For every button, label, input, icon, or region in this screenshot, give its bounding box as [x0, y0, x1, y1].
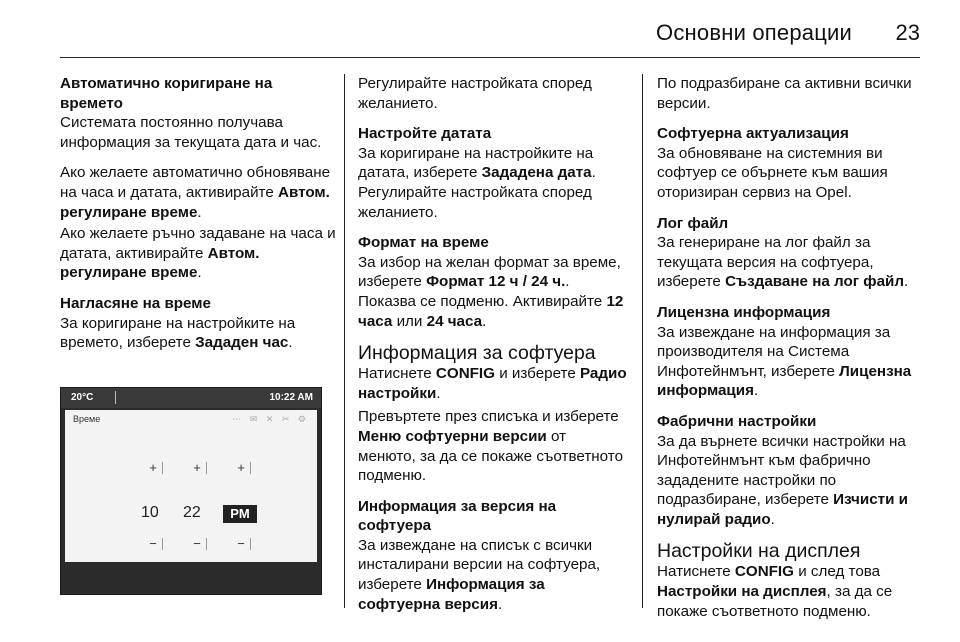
section-heading: Фабрични настройки — [657, 412, 817, 430]
section-heading: Формат на време — [358, 234, 489, 252]
section-heading: Лицензна информация — [657, 303, 831, 321]
paragraph: За извеждане на списък с всички инсталирани версии на софтуера, изберете Информация за софтуерна версия. — [358, 536, 601, 613]
time-panel — [65, 410, 317, 562]
section-heading: Настройте датата — [358, 125, 492, 143]
paragraph: Ако желаете автоматично обновяване на часа и датата, активирайте Автом. регулиране време. — [60, 164, 331, 221]
screen-label: Време — [73, 414, 101, 424]
paragraph: По подразбиране са активни всички версии. — [657, 75, 912, 112]
minute-value: 22 — [183, 504, 201, 521]
paragraph: Натиснете CONFIG и след това Настройки на дисплея, за да се покаже съответното подменю. — [657, 563, 893, 620]
section-heading: Софтуерна актуализация — [657, 125, 849, 143]
column-divider — [344, 74, 345, 608]
paragraph: Превъртете през списъка и изберете Меню софтуерни версии от менюто, за да се покаже съответното подменю. — [358, 408, 624, 485]
column-right — [657, 74, 927, 621]
column-left — [60, 74, 336, 364]
clock-readout: 10:22 AM — [269, 392, 313, 403]
header-divider — [60, 57, 920, 58]
column-divider — [642, 74, 643, 608]
section-heading: Информация за софтуера — [358, 342, 596, 365]
status-icons: ⋯ ✉ ✕ ✂ ⚙ — [232, 414, 309, 424]
page-title: Основни операции — [656, 20, 852, 45]
hour-value: 10 — [141, 504, 159, 521]
paragraph: За коригиране на настройките на датата, изберете Зададена дата. Регулирайте настройката според желанието. — [358, 144, 596, 221]
temperature-readout: 20°C — [71, 392, 94, 403]
section-heading: Настройки на дисплея — [657, 540, 861, 563]
section-heading: Лог файл — [657, 214, 729, 232]
paragraph: Ако желаете ръчно задаване на часа и датата, активирайте Автом. регулиране време. — [60, 225, 336, 282]
paragraph: За извеждане на информация за производителя на Система Инфотейнмънт, изберете Лицензна информация. — [657, 323, 912, 400]
paragraph: За обновяване на системния ви софтуер се обърнете към вашия оторизиран сервиз на Opel. — [657, 144, 888, 201]
paragraph: Системата постоянно получава информация за текущата дата и час. — [60, 114, 322, 151]
page-header — [60, 18, 920, 58]
paragraph: Регулирайте настройката според желанието. — [358, 75, 592, 112]
section-heading: Автоматично коригиране на времето — [60, 75, 273, 112]
section-heading: Нагласяне на време — [60, 294, 211, 312]
paragraph: За избор на желан формат за време, изберете Формат 12 ч / 24 ч.. Показва се подменю. Активирайте 12 часа или 24 часа. — [358, 253, 624, 330]
minute-plus-button[interactable]: + — [183, 458, 211, 478]
paragraph: За да върнете всички настройки на Инфотейнмънт към фабрично зададените настройки по подразбиране, изберете Изчисти и нулирай радио. — [657, 432, 908, 528]
status-divider — [115, 391, 116, 404]
minute-minus-button[interactable]: − — [183, 534, 211, 554]
ampm-value: PM — [223, 505, 257, 523]
hour-plus-button[interactable]: + — [139, 458, 167, 478]
paragraph: За коригиране на настройките на времето, изберете Зададен час. — [60, 314, 296, 352]
hour-minus-button[interactable]: − — [139, 534, 167, 554]
ampm-plus-button[interactable]: + — [227, 458, 255, 478]
page-number: 23 — [895, 20, 920, 45]
ampm-minus-button[interactable]: − — [227, 534, 255, 554]
section-heading: Информация за версия на софтуера — [358, 497, 557, 535]
time-settings-screenshot — [60, 387, 322, 595]
paragraph: Натиснете CONFIG и изберете Радио настройки. — [358, 365, 627, 402]
paragraph: За генериране на лог файл за текущата версия на софтуера, изберете Създаване на лог файл. — [657, 234, 909, 291]
status-bar — [61, 388, 321, 408]
column-middle — [358, 74, 628, 625]
